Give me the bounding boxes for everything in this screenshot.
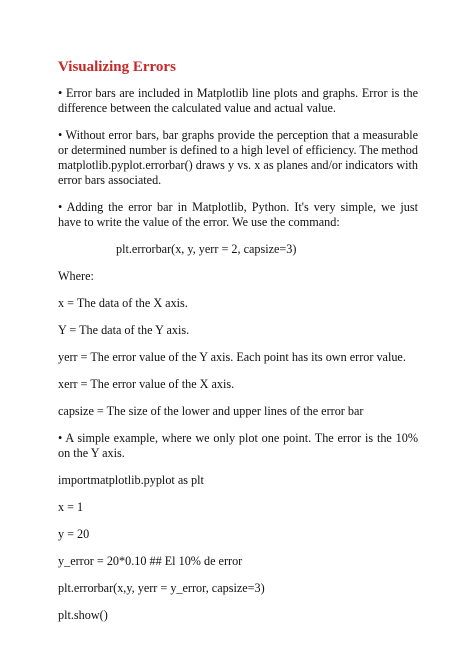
paragraph-without-error-bars: • Without error bars, bar graphs provide the perception that a measurable or determined number is defined to a high level of efficiency. The method matplotlib.pyplot.errorbar() draws y vs. x as planes and/or indicators with error bars associated. xyxy=(58,128,418,187)
code-line-y: y = 20 xyxy=(58,527,90,541)
definition-xerr: xerr = The error value of the X axis. xyxy=(58,377,235,391)
paragraph-adding-error-bar: • Adding the error bar in Matplotlib, Python. It's very simple, we just have to write the value of the error. We use the command: xyxy=(58,200,418,229)
paragraph-simple-example: • A simple example, where we only plot one point. The error is the 10% on the Y axis. xyxy=(58,431,418,460)
paragraph-error-bars-intro: • Error bars are included in Matplotlib line plots and graphs. Error is the difference between the calculated value and actual value. xyxy=(58,86,418,115)
code-line-import: importmatplotlib.pyplot as plt xyxy=(58,473,204,487)
definition-y: Y = The data of the Y axis. xyxy=(58,323,190,337)
code-line-x: x = 1 xyxy=(58,500,84,514)
definition-x: x = The data of the X axis. xyxy=(58,296,188,310)
where-label: Where: xyxy=(58,269,94,283)
command-example: plt.errorbar(x, y, yerr = 2, capsize=3) xyxy=(116,242,297,256)
definition-capsize: capsize = The size of the lower and upper lines of the error bar xyxy=(58,404,364,418)
code-line-show: plt.show() xyxy=(58,608,108,622)
definition-yerr: yerr = The error value of the Y axis. Each point has its own error value. xyxy=(58,350,406,364)
page-title: Visualizing Errors xyxy=(58,59,176,75)
code-line-errorbar: plt.errorbar(x,y, yerr = y_error, capsize=3) xyxy=(58,581,265,595)
code-line-y-error: y_error = 20*0.10 ## El 10% de error xyxy=(58,554,243,568)
